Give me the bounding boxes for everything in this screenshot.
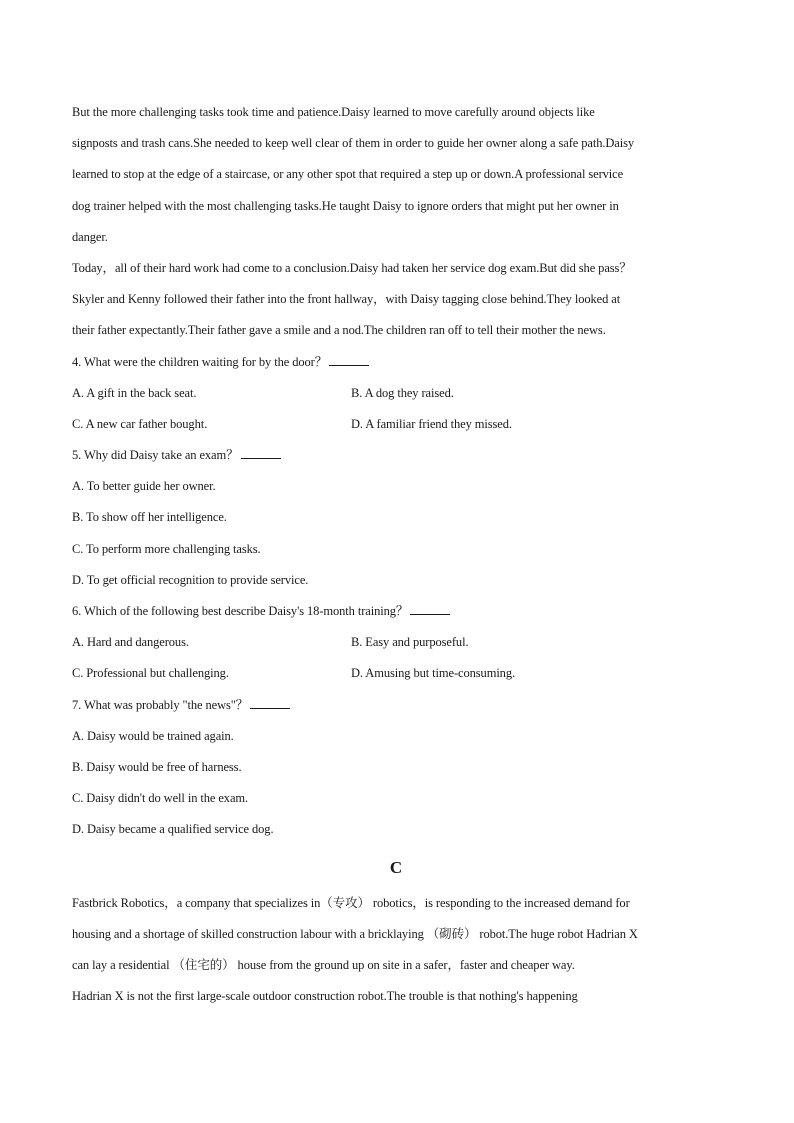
question-stem-text: 6. Which of the following best describe Daisy's 18-month training？ <box>72 604 409 618</box>
answer-blank[interactable] <box>410 602 450 615</box>
question-stem-text: 5. Why did Daisy take an exam？ <box>72 448 239 463</box>
option-d[interactable]: D. To get official recognition to provide service. <box>72 572 309 587</box>
answer-blank[interactable] <box>250 696 290 709</box>
question-stem <box>72 440 722 471</box>
question-7 <box>72 690 722 846</box>
passage-line: Skyler and Kenny followed their father into the front hallway，with Daisy tagging close behind.They looked at <box>72 292 621 307</box>
option-row <box>72 378 722 409</box>
question-stem <box>72 690 722 721</box>
option-b[interactable]: B. Daisy would be free of harness. <box>72 759 242 774</box>
passage-line: danger. <box>72 229 108 244</box>
passage-c <box>72 888 722 1013</box>
question-stem <box>72 596 722 627</box>
answer-blank[interactable] <box>241 446 281 459</box>
passage-line: their father expectantly.Their father gave a smile and a nod.The children ran off to tell their mother the news. <box>72 323 606 338</box>
option-row <box>72 409 722 440</box>
passage-line: signposts and trash cans.She needed to keep well clear of them in order to guide her owner along a safe path.Daisy <box>72 136 635 151</box>
passage-line: can lay a residential （住宅的） house from the ground up on site in a safer，faster and cheaper way. <box>72 957 575 972</box>
answer-blank[interactable] <box>329 353 369 366</box>
option-a[interactable]: A. A gift in the back seat. <box>72 385 197 400</box>
option-d[interactable]: D. Daisy became a qualified service dog. <box>72 822 274 837</box>
passage-line: Fastbrick Robotics，a company that specializes in（专攻） robotics，is responding to the increased demand for <box>72 895 630 910</box>
option-c[interactable]: C. A new car father bought. <box>72 416 208 431</box>
option-b[interactable]: B. A dog they raised. <box>351 385 454 400</box>
option-a[interactable]: A. Hard and dangerous. <box>72 635 189 650</box>
passage-line: learned to stop at the edge of a staircase, or any other spot that required a step up or down.A professional service <box>72 167 624 182</box>
passage-b <box>72 97 722 347</box>
option-a[interactable]: A. Daisy would be trained again. <box>72 728 234 743</box>
option-a[interactable]: A. To better guide her owner. <box>72 479 216 494</box>
question-4 <box>72 347 722 441</box>
question-stem-text: 4. What were the children waiting for by the door？ <box>72 354 328 369</box>
option-b[interactable]: B. Easy and purposeful. <box>351 635 469 650</box>
passage-line: dog trainer helped with the most challenging tasks.He taught Daisy to ignore orders that might put her owner in <box>72 198 619 213</box>
question-stem-text: 7. What was probably "the news"？ <box>72 697 249 712</box>
section-heading: C <box>389 857 403 877</box>
option-c[interactable]: C. Daisy didn't do well in the exam. <box>72 791 249 806</box>
passage-line: Today，all of their hard work had come to a conclusion.Daisy had taken her service dog exam.But did she pass？ <box>72 260 632 275</box>
option-row <box>72 627 722 658</box>
question-stem <box>72 347 722 378</box>
passage-line: Hadrian X is not the first large-scale outdoor construction robot.The trouble is that nothing's happening <box>72 989 578 1004</box>
question-5 <box>72 440 722 596</box>
passage-line: housing and a shortage of skilled construction labour with a bricklaying （砌砖） robot.The huge robot Hadrian X <box>72 926 638 941</box>
option-d[interactable]: D. A familiar friend they missed. <box>351 416 512 431</box>
option-row <box>72 658 722 689</box>
option-c[interactable]: C. Professional but challenging. <box>72 666 229 681</box>
option-b[interactable]: B. To show off her intelligence. <box>72 510 227 525</box>
question-6 <box>72 596 722 690</box>
option-d[interactable]: D. Amusing but time-consuming. <box>351 666 516 681</box>
exam-page <box>72 97 722 1012</box>
passage-line: But the more challenging tasks took time and patience.Daisy learned to move carefully around objects like <box>72 105 595 119</box>
option-c[interactable]: C. To perform more challenging tasks. <box>72 541 261 556</box>
